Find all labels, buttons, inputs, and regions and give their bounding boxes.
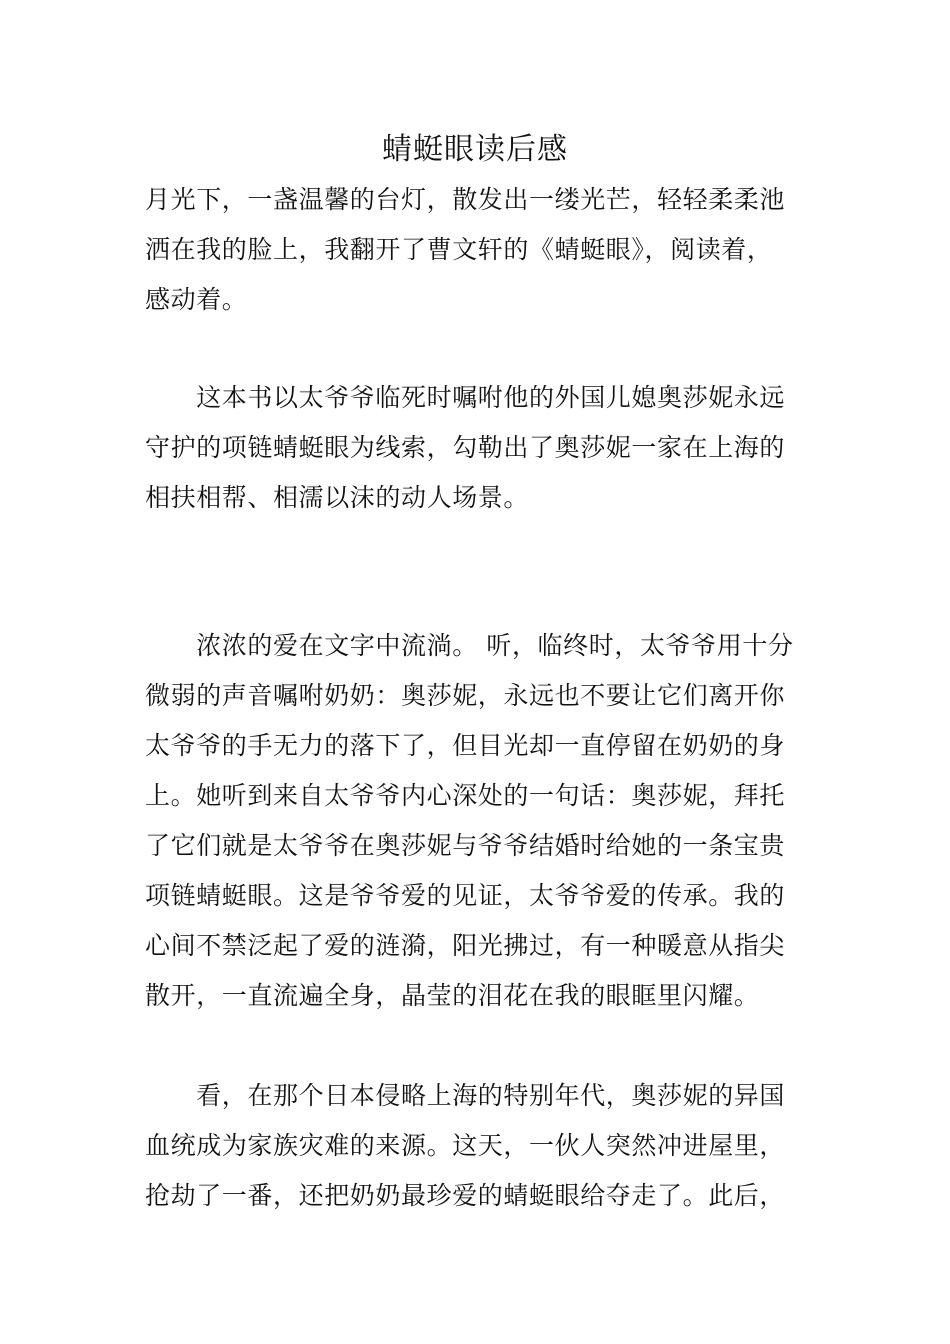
text-line: 项链蜻蜓眼。这是爷爷爱的见证，太爷爷爱的传承。我的 xyxy=(145,881,786,910)
text-line: 心间不禁泛起了爱的涟漪，阳光拂过，有一种暖意从指尖 xyxy=(145,931,786,960)
text-line: 守护的项链蜻蜓眼为线索，勾勒出了奥莎妮一家在上海的 xyxy=(145,433,786,462)
document-title: 蜻蜓眼读后感 xyxy=(382,132,568,167)
text-line: 看，在那个日本侵略上海的特别年代，奥莎妮的异国 xyxy=(145,1081,786,1110)
text-line: 散开，一直流遍全身，晶莹的泪花在我的眼眶里闪耀。 xyxy=(145,981,760,1010)
text-line: 微弱的声音嘱咐奶奶：奥莎妮，永远也不要让它们离开你 xyxy=(145,681,786,710)
text-line: 血统成为家族灾难的来源。这天，一伙人突然冲进屋里， xyxy=(145,1131,786,1160)
text-line: 相扶相帮、相濡以沫的动人场景。 xyxy=(145,483,530,512)
text-line: 浓浓的爱在文字中流淌。 听，临终时，太爷爷用十分 xyxy=(145,631,794,660)
text-line: 上。她听到来自太爷爷内心深处的一句话：奥莎妮，拜托 xyxy=(145,781,786,810)
text-line: 月光下，一盏温馨的台灯，散发出一缕光芒，轻轻柔柔池 xyxy=(145,185,786,214)
text-line: 这本书以太爷爷临死时嘱咐他的外国儿媳奥莎妮永远 xyxy=(145,383,786,412)
text-line: 抢劫了一番，还把奶奶最珍爱的蜻蜓眼给夺走了。此后， xyxy=(145,1181,786,1210)
text-line: 太爷爷的手无力的落下了，但目光却一直停留在奶奶的身 xyxy=(145,731,786,760)
text-line: 感动着。 xyxy=(145,285,248,314)
text-line: 洒在我的脸上，我翻开了曹文轩的《蜻蜓眼》，阅读着， xyxy=(145,235,773,264)
text-line: 了它们就是太爷爷在奥莎妮与爷爷结婚时给她的一条宝贵 xyxy=(145,831,786,860)
